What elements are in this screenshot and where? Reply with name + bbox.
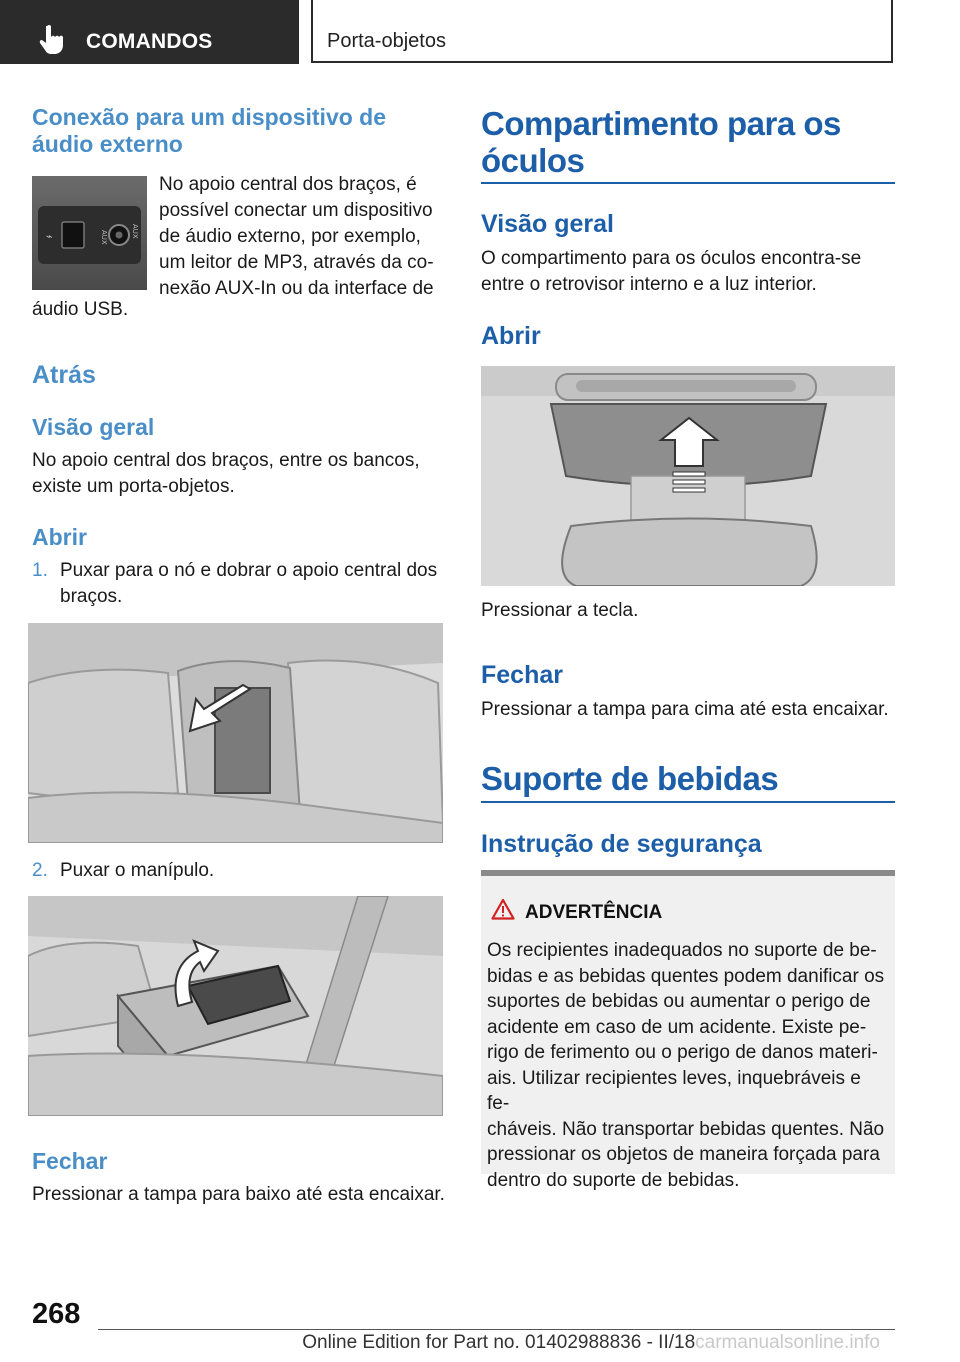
cup-holder-title: Suporte de bebidas [481, 760, 779, 797]
glasses-open-heading: Abrir [481, 322, 541, 350]
aux-text: No apoio central dos braços, é possível conectar um dispositivo de áudio externo, por exemplo, um leitor de MP3, através da co- nexão AUX-In ou da interface de [159, 174, 434, 299]
close-heading: Fechar [32, 1148, 108, 1174]
footer-rule [98, 1329, 895, 1330]
aux-port-image [32, 176, 147, 290]
warning-triangle-icon [491, 898, 515, 920]
aux-heading: Conexão para um dispositivo de áudio externo [32, 104, 387, 157]
glasses-overview-text: O compartimento para os óculos encontra-se entre o retrovisor interno e a luz interior. [481, 248, 862, 295]
glasses-overview-heading: Visão geral [481, 210, 614, 238]
step-number: 1. [32, 560, 48, 581]
back-heading: Atrás [32, 361, 96, 389]
chapter-title: COMANDOS [86, 30, 213, 53]
warning-body: Os recipientes inadequados no suporte de be- bidas e as bebidas quentes podem danificar os suportes de bebidas ou aumentar o perigo de acidente em caso de um acidente. Existe pe- rigo de ferimento ou o perigo de danos materi- ais. Utilizar recipientes leves, inquebráveis e fe- cháveis. Não transportar bebidas quentes. Não pressionar os objetos de maneira forçada para dentro do suporte de bebidas. [487, 940, 885, 1191]
step-2: 2. Puxar o manípulo. [32, 858, 214, 884]
edition-text: Online Edition for Part no. 01402988836 - II/18 [302, 1332, 696, 1353]
overview-text: No apoio central dos braços, entre os bancos, existe um porta-objetos. [32, 450, 420, 497]
safety-heading: Instrução de segurança [481, 830, 762, 858]
warning-box [481, 870, 895, 1191]
warning-title: ADVERTÊNCIA [525, 902, 663, 923]
aux-label-left: AUX [100, 230, 108, 245]
glasses-title: Compartimento para os óculos [481, 105, 841, 179]
close-text: Pressionar a tampa para baixo até esta encaixar. [32, 1184, 445, 1205]
aux-text-tail: áudio USB. [32, 299, 129, 320]
page-number: 268 [32, 1298, 81, 1330]
aux-label-right: AUX [131, 224, 139, 239]
footer-edition [0, 1332, 960, 1354]
step-number: 2. [32, 860, 48, 881]
section-title: Porta-objetos [327, 30, 446, 52]
chapter-tab[interactable] [0, 0, 299, 64]
armrest-fold-image [28, 623, 443, 843]
step-1: 1. Puxar para o nó e dobrar o apoio central dos braços. [32, 560, 438, 607]
overview-heading: Visão geral [32, 414, 155, 440]
cup-title-rule [481, 801, 895, 803]
hand-pointer-icon [38, 24, 66, 56]
watermark-text: carmanualsonline.info [695, 1332, 880, 1353]
open-heading: Abrir [32, 524, 87, 550]
glasses-close-text: Pressionar a tampa para cima até esta encaixar. [481, 699, 889, 720]
section-header [311, 0, 893, 63]
title-rule [481, 182, 895, 184]
glasses-close-heading: Fechar [481, 661, 563, 689]
glasses-compartment-image [481, 366, 895, 586]
svg-text:⌁: ⌁ [46, 230, 53, 243]
glasses-open-caption: Pressionar a tecla. [481, 600, 639, 621]
armrest-handle-image [28, 896, 443, 1116]
